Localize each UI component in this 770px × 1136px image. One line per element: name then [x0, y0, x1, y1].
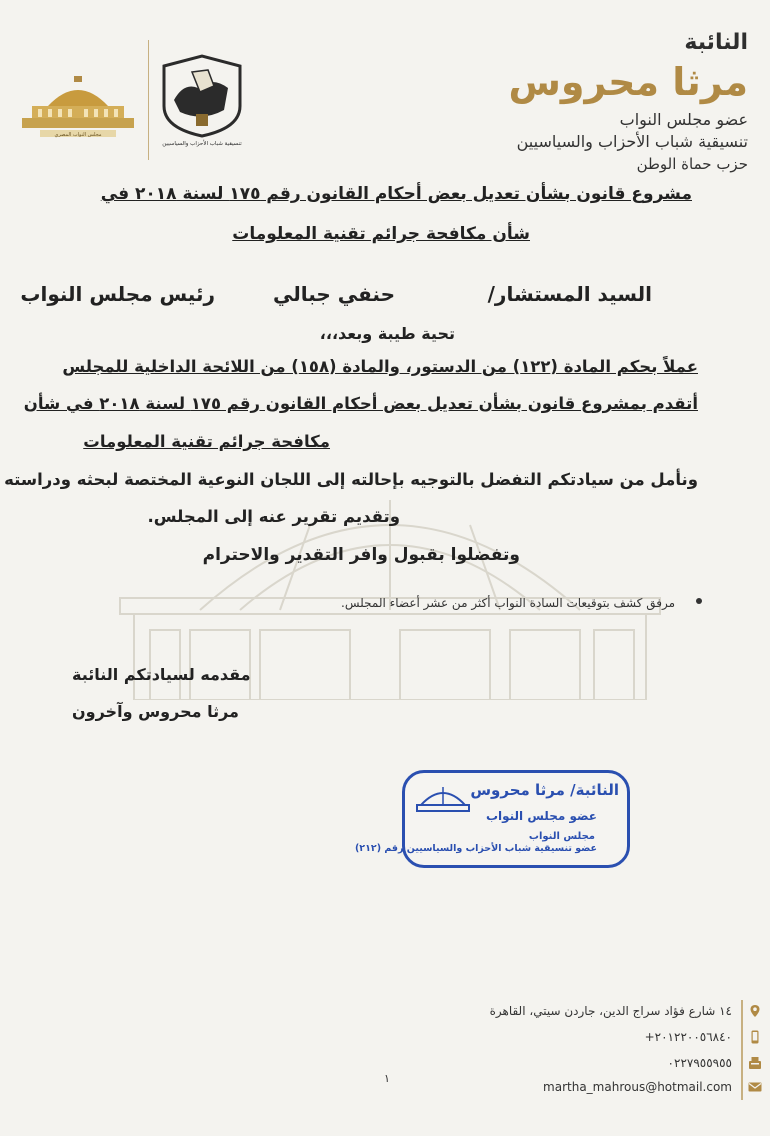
body-line-5: وتقديم تقرير عنه إلى المجلس.: [147, 507, 400, 526]
addressee-title: السيد المستشار/: [487, 282, 652, 306]
fax-icon: [748, 1056, 762, 1070]
addressee-position: رئيس مجلس النواب: [20, 282, 215, 306]
footer-address: ١٤ شارع فؤاد سراج الدين، جاردن سيتي، القاهرة: [489, 1004, 732, 1018]
body-line-4: ونأمل من سيادتكم التفضل بالتوجيه بإحالته إلى اللجان النوعية المختصة لبحثه ودراسته: [4, 470, 698, 489]
header-title: النائبة: [684, 30, 748, 55]
footer-email[interactable]: martha_mahrous@hotmail.com: [543, 1080, 732, 1094]
emblem-left-caption: مجلس النواب المصري: [54, 132, 102, 138]
header-name: مرثا محروس: [508, 60, 748, 104]
footer-fax: ٠٢٢٧٩٥٥٩٥٥: [667, 1056, 732, 1070]
stamp-line-2: عضو مجلس النواب: [485, 809, 597, 823]
subject-line-2: شأن مكافحة جرائم تقنية المعلومات: [232, 224, 530, 244]
header-role: عضو مجلس النواب: [619, 110, 748, 129]
subject-line-1: مشروع قانون بشأن تعديل بعض أحكام القانون رقم ١٧٥ لسنة ٢٠١٨ في: [100, 184, 692, 204]
emblem-right-caption: تنسيقية شباب الأحزاب والسياسيين: [162, 141, 242, 147]
parliament-emblem-icon: [18, 72, 138, 138]
footer-phone: +٢٠١٢٢٠٠٥٦٨٤٠: [644, 1030, 732, 1044]
header-divider: [148, 40, 149, 160]
addressee-name: حنفي جبالي: [272, 282, 395, 306]
stamp-line-3: مجلس النواب: [528, 831, 595, 842]
coordination-logo-icon: [158, 52, 246, 148]
stamp-line-1: النائبة/ مرثا محروس: [470, 781, 619, 799]
body-line-3: مكافحة جرائم تقنية المعلومات: [83, 432, 330, 451]
header-party: حزب حماة الوطن: [636, 155, 748, 173]
body-line-1: عملاً بحكم المادة (١٢٢) من الدستور، والمادة (١٥٨) من اللائحة الداخلية للمجلس: [62, 357, 698, 376]
location-pin-icon: [748, 1004, 762, 1018]
closing: وتفضلوا بقبول وافر التقدير والاحترام: [202, 545, 520, 565]
footer-divider: [741, 1000, 743, 1100]
body-line-2: أتقدم بمشروع قانون بشأن تعديل بعض أحكام القانون رقم ١٧٥ لسنة ٢٠١٨ في شأن: [23, 394, 698, 413]
official-stamp: [354, 770, 630, 868]
email-icon: [748, 1080, 762, 1094]
greeting: تحية طيبة وبعد،،،: [319, 324, 455, 343]
bullet-icon: [696, 598, 702, 604]
stamp-dome-icon: [413, 779, 473, 819]
stamp-line-4: عضو تنسيقية شباب الأحزاب والسياسيين رقم (٢١٢): [354, 843, 597, 854]
signature-line-2: مرثا محروس وآخرون: [72, 702, 239, 721]
signature-line-1: مقدمه لسيادتكم النائبة: [72, 665, 251, 684]
header-coordination: تنسيقية شباب الأحزاب والسياسيين: [516, 132, 748, 151]
mobile-phone-icon: [748, 1030, 762, 1044]
attachment-note: مرفق كشف بتوقيعات السادة النواب أكثر من عشر أعضاء المجلس.: [341, 596, 675, 610]
page-number: ١: [384, 1072, 390, 1085]
